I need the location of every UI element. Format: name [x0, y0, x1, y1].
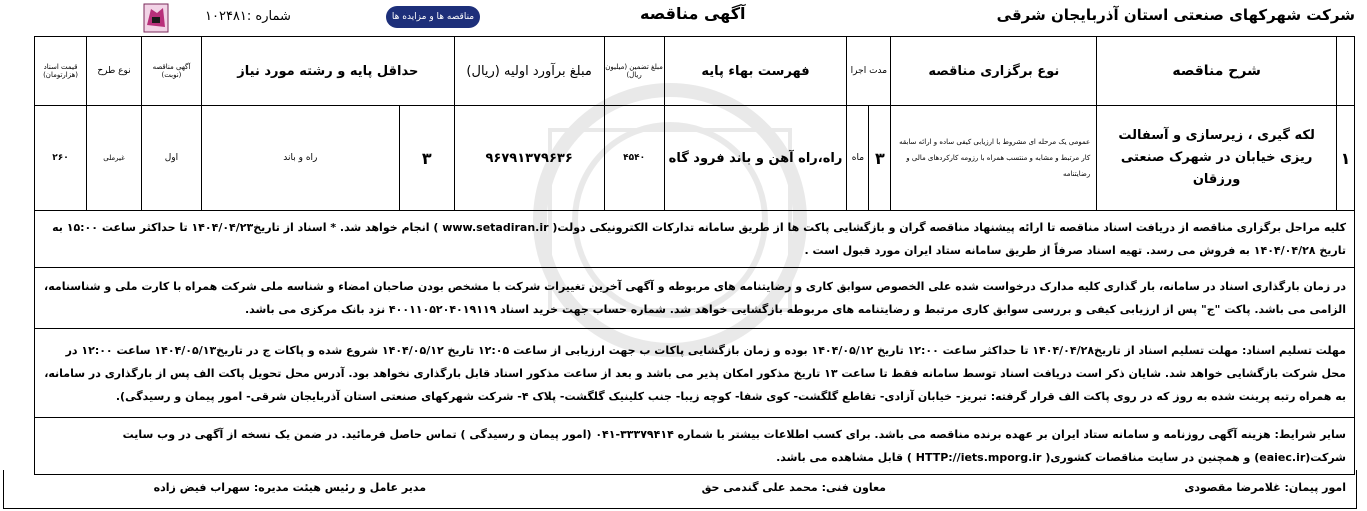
row-req-grade: ۳ [399, 106, 454, 211]
organization-logo-icon [143, 3, 169, 33]
tender-badge-label: مناقصه ها و مزایده ها [391, 12, 475, 22]
notice-number: شماره :۱۰۲۴۸۱ [205, 9, 291, 24]
header-description: شرح مناقصه [1097, 37, 1337, 106]
header-duration: مدت اجرا [847, 37, 891, 106]
header-notice: آگهی مناقصه (نوبت) [141, 37, 201, 106]
row-holding-type: عمومی یک مرحله ای مشروط با ارزیابی کیفی ساده و ارائه سابقه کار مرتبط و مشابه و منتسب همراه با رزومه کارکردهای مالی و رضایتنامه [891, 106, 1097, 211]
company-name: شرکت شهرکهای صنعتی استان آذربایجان شرقی [996, 6, 1355, 24]
notice-title: آگهی مناقصه [640, 4, 746, 23]
signature-footer [3, 470, 1357, 509]
paragraph-row-3 [4, 329, 1355, 418]
paragraph-row-4 [4, 418, 1355, 475]
row-guarantee: ۴۵۴۰ [604, 106, 664, 211]
header-holding-type: نوع برگزاری مناقصه [891, 37, 1097, 106]
tender-table [3, 36, 1355, 475]
row-duration-value: ۳ [869, 106, 891, 211]
paragraph-deadline: مهلت تسلیم اسناد: مهلت تسلیم اسناد از تاریخ۱۴۰۴/۰۴/۲۸ تا حداکثر ساعت ۱۲:۰۰ تاریخ ۱۴۰۴/۰۵/۱۲ بوده و زمان بازگشایی پاکات ب جهت ارزیابی از ساعت ۱۲:۰۵ تاریخ ۱۴۰۴/۰۵/۱۲ شروع شده و پاکات ج در تاریخ۱۴۰۴/۰۵/۱۳ ساعت ۱۲:۰۰ در محل شرکت بازگشایی خواهد شد. شایان ذکر است دریافت اسناد توسط سامانه فقط تا ساعت ۱۳ تاریخ مذکور امکان پذیر می باشد و بعد از ساعت مذکور اسناد قابل بارگذاری نخواهد بود. آدرس محل تحویل پاکت الف پس از بارگذاری در سامانه، به همراه رتبه پرینت شده به روز که در روی پاکت الف قرار گرفته: تبریز- خیابان آزادی- تقاطع گلگشت- کوی شفا- کوچه زیبا- جنب کلینیک گلگشت- پلاک ۴- شرکت شهرکهای صنعتی استان آذربایجان شرقی- امور پیمان و رسیدگی). [35, 329, 1355, 418]
row-plan-type: غیرملی [87, 106, 142, 211]
paragraph-setad: کلیه مراحل برگزاری مناقصه از دریافت اسناد مناقصه تا ارائه پیشنهاد مناقصه گران و بازگشایی پاکت ها از طریق سامانه تدارکات الکترونیکی دولت( www.setadiran.ir ) انجام خواهد شد. * اسناد از تاریخ۱۴۰۴/۰۴/۲۳ تا حداکثر ساعت ۱۵:۰۰ به تاریخ ۱۴۰۴/۰۴/۲۸ به فروش می رسد. تهیه اسناد صرفاً از طریق سامانه ستاد ایران مورد قبول است . [35, 211, 1355, 268]
table-header-row [4, 37, 1355, 106]
header-price-list: فهرست بهاء پایه [664, 37, 847, 106]
tender-badge [386, 6, 480, 28]
header-doc-price: قیمت اسناد (هزارتومان) [35, 37, 87, 106]
row-index: ۱ [1337, 106, 1355, 211]
footer-technical: معاون فنی: محمد علی گندمی حق [701, 481, 886, 494]
paragraph-row-2 [4, 268, 1355, 329]
paragraph-other: سایر شرایط: هزینه آگهی روزنامه و سامانه ستاد ایران بر عهده برنده مناقصه می باشد. برای کسب اطلاعات بیشتر با شماره ۳۳۳۷۹۴۱۴-۰۴۱ (امور پیمان و رسیدگی ) تماس حاصل فرمائید. در ضمن یک نسخه از آگهی در وب سایت شرکت(eaiec.ir) و همچنین در سایت مناقصات کشوری( HTTP://iets.mporg.ir ) قابل مشاهده می باشد. [35, 418, 1355, 475]
row-estimate: ۹۶۷۹۱۳۷۹۶۳۶ [454, 106, 604, 211]
header-plan-type: نوع طرح [87, 37, 142, 106]
footer-contracts: امور پیمان: غلامرضا مقصودی [1184, 481, 1346, 494]
footer-manager: مدیر عامل و رئیس هیئت مدیره: سهراب فیض زاده [153, 481, 426, 494]
row-price-list: راه،راه آهن و باند فرود گاه [664, 106, 847, 211]
paragraph-row-1 [4, 211, 1355, 268]
header-guarantee: مبلغ تضمین (میلیون ریال) [604, 37, 664, 106]
row-notice: اول [141, 106, 201, 211]
row-duration-unit: ماه [847, 106, 869, 211]
row-description: لکه گیری ، زیرسازی و آسفالت ریزی خیابان در شهرک صنعتی ورزقان [1097, 106, 1337, 211]
table-row [4, 106, 1355, 211]
row-doc-price: ۲۶۰ [35, 106, 87, 211]
row-req-field: راه و باند [201, 106, 399, 211]
paragraph-upload: در زمان بارگذاری اسناد در سامانه، بار گذاری کلیه مدارک درخواست شده علی الخصوص سوابق کاری و رضایتنامه های مربوطه و آگهی آخرین تغییرات شرکت با مشخص بودن صاحبان امضاء و شناسه ملی شرکت همراه با کارت ملی و شناسنامه، الزامی می باشد. پاکت "ج" پس از ارزیابی کیفی و بررسی سوابق کاری مرتبط و رضایتنامه های مربوطه بازگشایی خواهد شد. شماره حساب جهت خرید اسناد ۴۰۰۱۱۰۵۲۰۴۰۱۹۱۱۹ نزد بانک مرکزی می باشد. [35, 268, 1355, 329]
header-requirement: حداقل پایه و رشته مورد نیاز [201, 37, 454, 106]
header-estimate: مبلغ برآورد اولیه (ریال) [454, 37, 604, 106]
